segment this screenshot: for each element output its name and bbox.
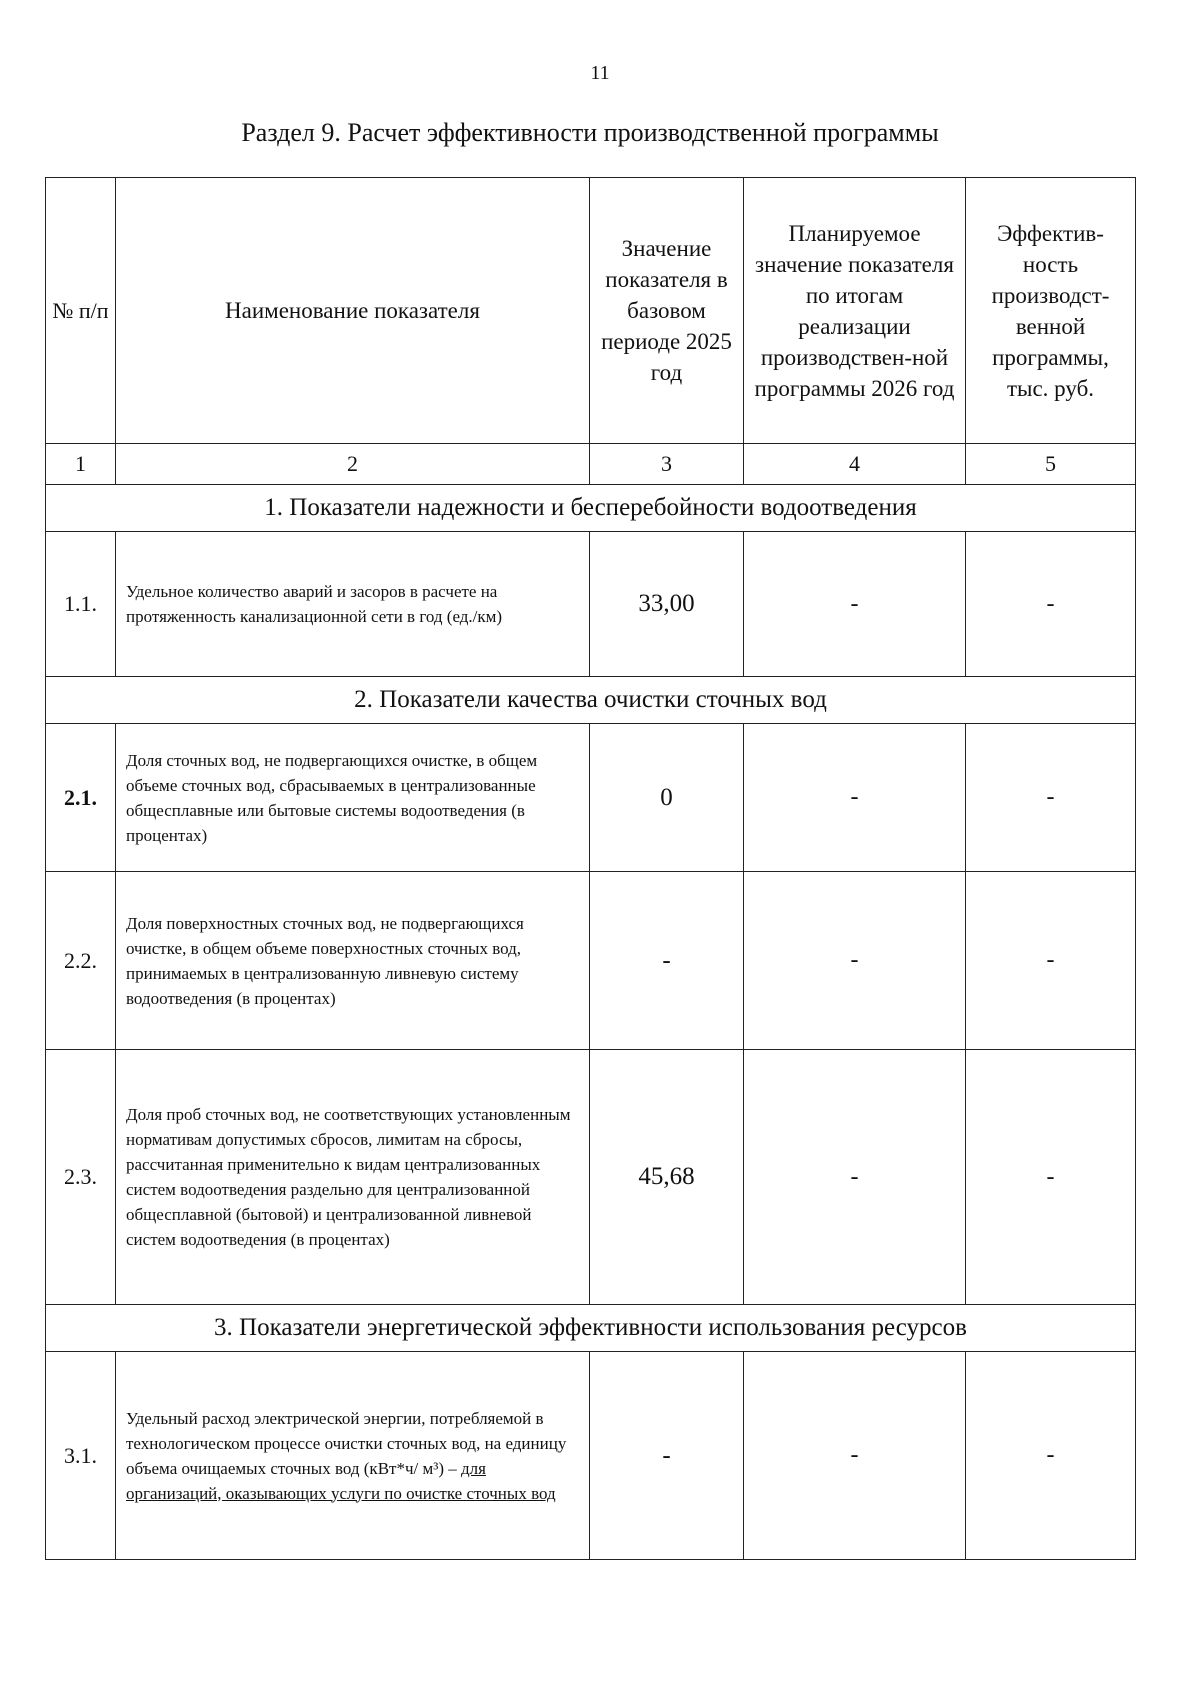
group-heading-row bbox=[46, 485, 1136, 532]
base-value: 33,00 bbox=[590, 532, 744, 677]
group-heading-row bbox=[46, 1305, 1136, 1352]
column-index: 5 bbox=[966, 444, 1136, 485]
table-row bbox=[46, 724, 1136, 872]
header-eff: Эффектив-ность производст-венной программы, тыс. руб. bbox=[966, 178, 1136, 444]
header-plan: Планируемое значение показателя по итогам реализации производствен-ной программы 2026 год bbox=[744, 178, 966, 444]
table-header-row bbox=[46, 178, 1136, 444]
row-number: 2.1. bbox=[46, 724, 116, 872]
header-base: Значение показателя в базовом периоде 2025 год bbox=[590, 178, 744, 444]
plan-value: - bbox=[744, 1050, 966, 1305]
indicator-name-text: Удельный расход электрической энергии, потребляемой в технологическом процессе очистки сточных вод, на единицу объема очищаемых сточных вод (кВт*ч/ м³) – bbox=[126, 1408, 567, 1478]
group-title: 3. Показатели энергетической эффективности использования ресурсов bbox=[46, 1305, 1136, 1352]
column-index: 3 bbox=[590, 444, 744, 485]
column-index: 1 bbox=[46, 444, 116, 485]
efficiency-value: - bbox=[966, 1352, 1136, 1560]
row-number: 2.3. bbox=[46, 1050, 116, 1305]
column-index: 2 bbox=[116, 444, 590, 485]
indicator-name: Доля проб сточных вод, не соответствующих установленным нормативам допустимых сбросов, лимитам на сбросы, рассчитанная применительно к видам централизованных систем водоотведения раздельно для централизованной общесплавной (бытовой) и централизованной ливневой систем водоотведения (в процентах) bbox=[116, 1050, 590, 1305]
row-number: 1.1. bbox=[46, 532, 116, 677]
page-number: 11 bbox=[590, 62, 610, 84]
efficiency-value: - bbox=[966, 872, 1136, 1050]
efficiency-table bbox=[45, 177, 1136, 1560]
efficiency-value: - bbox=[966, 532, 1136, 677]
indicator-name: Доля сточных вод, не подвергающихся очистке, в общем объеме сточных вод, сбрасываемых в централизованные общесплавные или бытовые системы водоотведения (в процентах) bbox=[116, 724, 590, 872]
efficiency-value: - bbox=[966, 1050, 1136, 1305]
plan-value: - bbox=[744, 724, 966, 872]
table-row bbox=[46, 1050, 1136, 1305]
column-index: 4 bbox=[744, 444, 966, 485]
table-row bbox=[46, 1352, 1136, 1560]
base-value: - bbox=[590, 872, 744, 1050]
indicator-name bbox=[116, 1352, 590, 1560]
base-value: 45,68 bbox=[590, 1050, 744, 1305]
row-number: 2.2. bbox=[46, 872, 116, 1050]
efficiency-value: - bbox=[966, 724, 1136, 872]
indicator-name: Доля поверхностных сточных вод, не подвергающихся очистке, в общем объеме поверхностных сточных вод, принимаемых в централизованную ливневую систему водоотведения (в процентах) bbox=[116, 872, 590, 1050]
plan-value: - bbox=[744, 1352, 966, 1560]
column-index-row bbox=[46, 444, 1136, 485]
group-title: 1. Показатели надежности и бесперебойности водоотведения bbox=[46, 485, 1136, 532]
group-heading-row bbox=[46, 677, 1136, 724]
section-title: Раздел 9. Расчет эффективности производственной программы bbox=[241, 118, 939, 147]
header-name: Наименование показателя bbox=[116, 178, 590, 444]
plan-value: - bbox=[744, 872, 966, 1050]
table-row bbox=[46, 532, 1136, 677]
indicator-name: Удельное количество аварий и засоров в расчете на протяженность канализационной сети в год (ед./км) bbox=[116, 532, 590, 677]
indicator-name-underlined: для организаций, оказывающих услуги по очистке сточных вод bbox=[126, 1458, 556, 1503]
row-number: 3.1. bbox=[46, 1352, 116, 1560]
group-title: 2. Показатели качества очистки сточных вод bbox=[46, 677, 1136, 724]
plan-value: - bbox=[744, 532, 966, 677]
base-value: 0 bbox=[590, 724, 744, 872]
header-num: № п/п bbox=[46, 178, 116, 444]
table-row bbox=[46, 872, 1136, 1050]
base-value: - bbox=[590, 1352, 744, 1560]
